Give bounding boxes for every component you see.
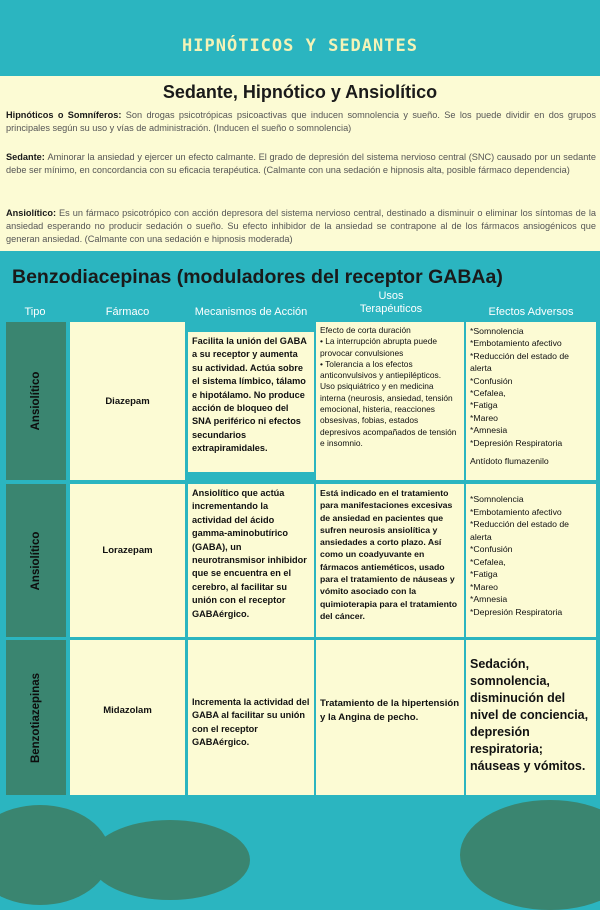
mechanism-cell: Facilita la unión del GABA a su receptor y aumenta su actividad. Actúa sobre el sistema límbico, tálamo e hipotálamo. No produce acción de bloqueo del SNA periférico ni efectos secundarios extrapiramidales. [188,332,314,472]
page-title: HIPNÓTICOS Y SEDANTES [182,36,418,56]
definition-sedante: Sedante: Aminorar la ansiedad y ejercer un efecto calmante. El grado de depresión del sistema nervioso central (SNC) causado por un sedante debe ser mínimo, en concordancia con su eficacia terapéutica. (Calmante con una sedación e hipnosis alta, posible fármaco dependencia) [6,152,596,175]
column-header-farmaco: Fármaco [105,306,150,318]
uses-cell: Está indicado en el tratamiento para manifestaciones excesivas de ansiedad en pacientes que sufren neurosis ansiolítica y ansiedades a corto plazo. Así como un coadyuvante en fármacos antieméticos, usado para el tratamiento de náuseas y vómito asociado con la quimioterapia para el tratamiento del cáncer. [316,484,464,637]
adverse-effects-cell: Sedación, somnolencia, disminución del nivel de conciencia, depresión respiratoria; náuseas y vómitos. [466,640,596,795]
definition-term: Sedante [6,152,42,162]
definition-ansiolitico: Ansiolítico: Es un fármaco psicotrópico con acción depresora del sistema nervioso central, destinado a disminuir o eliminar los síntomas de la ansiedad esperando no producir sedación o sueño. Su efecto inhibidor de la ansiedad se contrapone al de los fármacos ansiogénicos que generan ansiedad. (Calmante con una sedación e hipnosis moderada) [6,208,596,244]
drug-name-cell [70,322,185,480]
mechanism-cell: Incrementa la actividad del GABA al facilitar su unión con el receptor GABAérgico. [188,640,314,795]
definitions-heading: Sedante, Hipnótico y Ansiolítico [162,82,438,102]
row-type-label: Benzotiazepinas [30,672,42,763]
row-type-label: Ansiolítico [30,531,42,590]
adverse-effects-cell: *Somnolencia *Embotamiento afectivo *Reducción del estado de alerta *Confusión *Cefalea, *Fatiga *Mareo *Amnesia *Depresión Respiratoria [466,484,596,637]
definition-term: Hipnóticos o Somníferos [6,110,119,120]
column-header-efectos: Efectos Adversos [488,306,574,318]
definitions-panel [0,76,600,251]
definition-term: Ansiolítico [6,208,53,218]
antidote-note: Antídoto flumazenilo [470,456,549,467]
drug-name: Midazolam [103,705,152,716]
uses-cell: Efecto de corta duración • La interrupción abrupta puede provocar convulsiones • Tolerancia a los efectos anticonvulsivos y antiepilépticos. Uso psiquiátrico y en medicina interna (neurosis, ansiedad, tensión emocional, histeria, reacciones obsesivas, fobias, estados depresivos acompañados de tensión e insomnio. [316,322,464,480]
drug-name: Diazepam [105,396,150,407]
header-banner [0,0,600,76]
column-header-usos: Usos Terapéuticos [359,290,423,315]
adverse-effects-cell [466,322,596,480]
uses-cell: Tratamiento de la hipertensión y la Angina de pecho. [316,640,464,795]
row-type-cell [6,640,66,795]
row-type-label: Ansiolítico [30,371,42,431]
column-header-mecanismo: Mecanismos de Acción [194,306,308,318]
drug-name-cell [70,484,185,637]
definition-text: Es un fármaco psicotrópico con acción depresora del sistema nervioso central, destinado a disminuir o eliminar los síntomas de la ansiedad esperando no producir sedación o sueño. Su efecto inhibidor de la ansiedad se contrapone al de los fármacos ansiogénicos que generan ansiedad. (Calmante con una sedación e hipnosis moderada) [6,208,596,244]
decorative-hill [460,800,600,910]
definition-hipnoticos: Hipnóticos o Somníferos: Son drogas psicotrópicas psicoactivas que inducen somnolencia y sueño. Se los puede dividir en dos grupos principales según su uso y vías de administración. (Inducen el sueño o somnolencia) [6,110,597,133]
definition-text: Son drogas psicotrópicas psicoactivas que inducen somnolencia y sueño. Se los puede dividir en dos grupos principales según su uso y vías de administración. (Inducen el sueño o somnolencia) [6,110,597,133]
section-title: Benzodiacepinas (moduladores del receptor GABAa) [12,266,503,288]
column-header-tipo: Tipo [24,306,46,318]
drug-name-cell [70,640,185,795]
decorative-hill [90,820,250,900]
row-type-cell [6,322,66,480]
drug-name: Lorazepam [102,545,153,556]
mechanism-cell: Ansiolítico que actúa incrementando la actividad del ácido gamma-aminobutírico (GABA), un neurotransmisor inhibidor que se encuentra en el cerebro, al facilitar su unión con el receptor GABAérgico. [188,484,314,637]
row-type-cell [6,484,66,637]
adverse-effects-list: *Somnolencia *Embotamiento afectivo *Reducción del estado de alerta *Confusión *Cefalea, *Fatiga *Mareo *Amnesia *Depresión Respiratoria [470,326,570,448]
definition-text: Aminorar la ansiedad y ejercer un efecto calmante. El grado de depresión del sistema nervioso central (SNC) causado por un sedante debe ser mínimo, en concordancia con su eficacia terapéutica. (Calmante con una sedación e hipnosis alta, posible fármaco dependencia) [6,152,596,175]
